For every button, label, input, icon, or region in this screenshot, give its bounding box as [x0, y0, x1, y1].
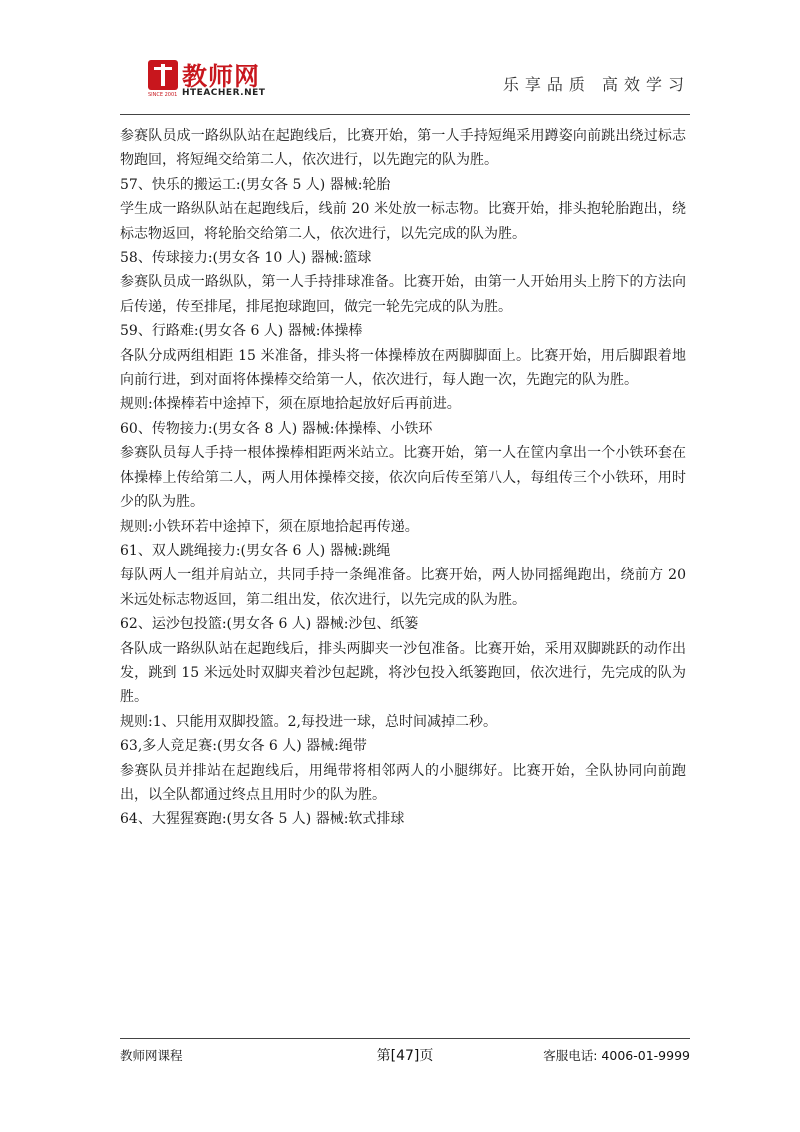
- section-heading: 59、行路难:(男女各 6 人) 器械:体操棒: [120, 323, 363, 340]
- section-heading: 63,多人竞足赛:(男女各 6 人) 器械:绳带: [120, 738, 367, 755]
- logo-title: 教师网: [182, 62, 261, 91]
- footer-course-label: 教师网课程: [120, 1048, 183, 1063]
- paragraph: 参赛队员成一路纵队站在起跑线后，比赛开始，第一人手持短绳采用蹲姿向前跳出绕过标志物跑回，将短绳交给第二人，依次进行，以先跑完的队为胜。: [120, 128, 686, 169]
- paragraph: 各队成一路纵队站在起跑线后，排头两脚夹一沙包准备。比赛开始，采用双脚跳跃的动作出发，跳到 15 米远处时双脚夹着沙包起跳，将沙包投入纸篓跑回，依次进行，先完成的队为胜。: [120, 640, 686, 706]
- logo-since: SINCE 2001: [148, 92, 178, 98]
- section-heading: 58、传球接力:(男女各 10 人) 器械:篮球: [120, 250, 372, 267]
- paragraph: 参赛队员成一路纵队，第一人手持排球准备。比赛开始，由第一人开始用头上胯下的方法向后传递，传至排尾，排尾抱球跑回，做完一轮先完成的队为胜。: [120, 274, 686, 315]
- logo-icon: [148, 60, 178, 90]
- page-footer: [120, 1046, 690, 1066]
- site-logo[interactable]: [148, 60, 298, 104]
- section-heading: 61、双人跳绳接力:(男女各 6 人) 器械:跳绳: [120, 542, 391, 559]
- footer-service-phone: 客服电话: 4006-01-9999: [543, 1048, 690, 1063]
- paragraph: 各队分成两组相距 15 米准备，排头将一体操棒放在两脚脚面上。比赛开始，用后脚跟着地向前行进，到对面将体操棒交给第一人，依次进行，每人跑一次，先跑完的队为胜。: [120, 347, 686, 389]
- rule-text: 规则:小铁环若中途掉下，须在原地拾起再传递。: [120, 518, 419, 535]
- rule-text: 规则:体操棒若中途掉下，须在原地拾起放好后再前进。: [120, 396, 461, 413]
- page-header: [120, 58, 690, 114]
- paragraph: 每队两人一组并肩站立，共同手持一条绳准备。比赛开始，两人协同摇绳跑出，绕前方 20 米远处标志物返回，第二组出发，依次进行，以先完成的队为胜。: [120, 567, 686, 608]
- section-heading: 57、快乐的搬运工:(男女各 5 人) 器械:轮胎: [120, 176, 391, 193]
- document-body: [120, 124, 686, 832]
- footer-divider: [120, 1038, 690, 1039]
- section-heading: 64、大猩猩赛跑:(男女各 5 人) 器械:软式排球: [120, 811, 405, 828]
- rule-text: 规则:1、只能用双脚投篮。2,每投进一球，总时间减掉二秒。: [120, 713, 497, 730]
- paragraph: 参赛队员每人手持一根体操棒相距两米站立。比赛开始，第一人在筐内拿出一个小铁环套在体操棒上传给第二人，两人用体操棒交接，依次向后传至第八人，每组传三个小铁环，用时少的队为胜。: [120, 445, 686, 511]
- section-heading: 60、传物接力:(男女各 8 人) 器械:体操棒、小铁环: [120, 420, 433, 437]
- header-divider: [120, 114, 690, 115]
- logo-subtitle: HTEACHER.NET: [182, 88, 266, 98]
- paragraph: 参赛队员并排站在起跑线后，用绳带将相邻两人的小腿绑好。比赛开始，全队协同向前跑出，以全队都通过终点且用时少的队为胜。: [120, 762, 686, 803]
- header-slogan: 乐享品质 高效学习: [502, 75, 690, 94]
- section-heading: 62、运沙包投篮:(男女各 6 人) 器械:沙包、纸篓: [120, 616, 419, 633]
- page-number: 第[47]页: [376, 1048, 434, 1064]
- paragraph: 学生成一路纵队站在起跑线后，线前 20 米处放一标志物。比赛开始，排头抱轮胎跑出，绕标志物返回，将轮胎交给第二人，依次进行，以先完成的队为胜。: [120, 201, 686, 242]
